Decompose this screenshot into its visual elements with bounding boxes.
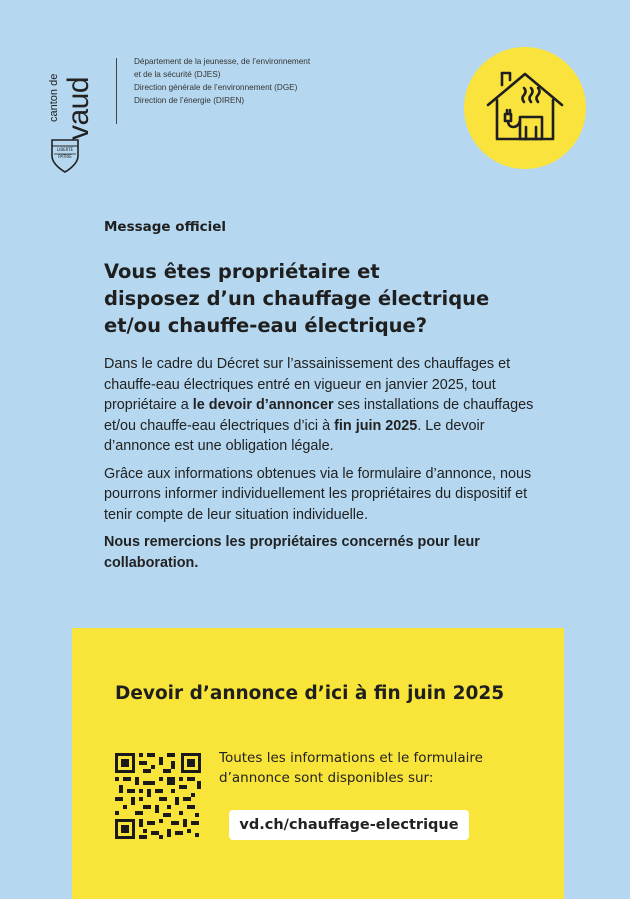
svg-text:LIBERTÉ: LIBERTÉ [56,147,74,152]
page-title [104,258,544,339]
emphasis-text: le devoir d’annoncer [192,397,334,413]
logo-canton-text: canton de [48,73,60,122]
announcement-callout [72,628,564,899]
department-line: et de la sécurité (DJES) [134,70,221,79]
svg-text:PATRIE: PATRIE [58,154,72,159]
house-badge [464,47,586,169]
title-line: Vous êtes propriétaire et [104,260,380,283]
department-info [134,55,394,107]
house-electric-heater-icon [464,47,586,169]
paragraph-decree [104,354,544,457]
logo-vaud-text: vaud [62,76,95,140]
callout-info-line: Toutes les informations et le formulaire [219,750,483,766]
canton-vaud-logo [44,52,95,170]
title-line: et/ou chauffe-eau électrique? [104,314,428,337]
body-text [104,354,544,580]
department-line: Direction générale de l’environnement (DGE) [134,83,298,92]
shield-icon [50,138,80,174]
callout-title: Devoir d’annonce d’ici à fin juin 2025 [115,683,505,704]
official-message-label: Message officiel [104,219,227,235]
callout-info-line: d’annonce sont disponibles sur: [219,770,434,786]
emphasis-text: fin juin 2025 [334,417,418,434]
qr-code-icon[interactable] [115,753,201,839]
paragraph-information: Grâce aux informations obtenues via le formulaire d’annonce, nous pourrons informer individuellement les propriétaires du dispositif et tenir compte de leur situation individuelle. [104,465,532,523]
title-line: disposez d’un chauffage électrique [104,287,490,310]
callout-info [219,748,519,788]
paragraph-text: ses installations de chauffages et/ou chauffe-eau électriques d’ici à [104,397,534,434]
department-line: Direction de l’énergie (DIREN) [134,96,245,105]
department-line: Département de la jeunesse, de l’environnement [134,57,311,66]
paragraph-text: . Le devoir d’annonce est une obligation légale. [104,417,485,454]
paragraph-text: Dans le cadre du Décret sur l’assainissement des chauffages et chauffe-eau électriques entré en vigueur en janvier 2025, tout propriétaire a [104,356,511,413]
website-link[interactable]: vd.ch/chauffage-electrique [229,810,469,840]
thanks-text: Nous remercions les propriétaires concernés pour leur collaboration. [104,534,480,571]
header-divider [116,58,117,124]
paragraph-thanks [104,532,544,573]
